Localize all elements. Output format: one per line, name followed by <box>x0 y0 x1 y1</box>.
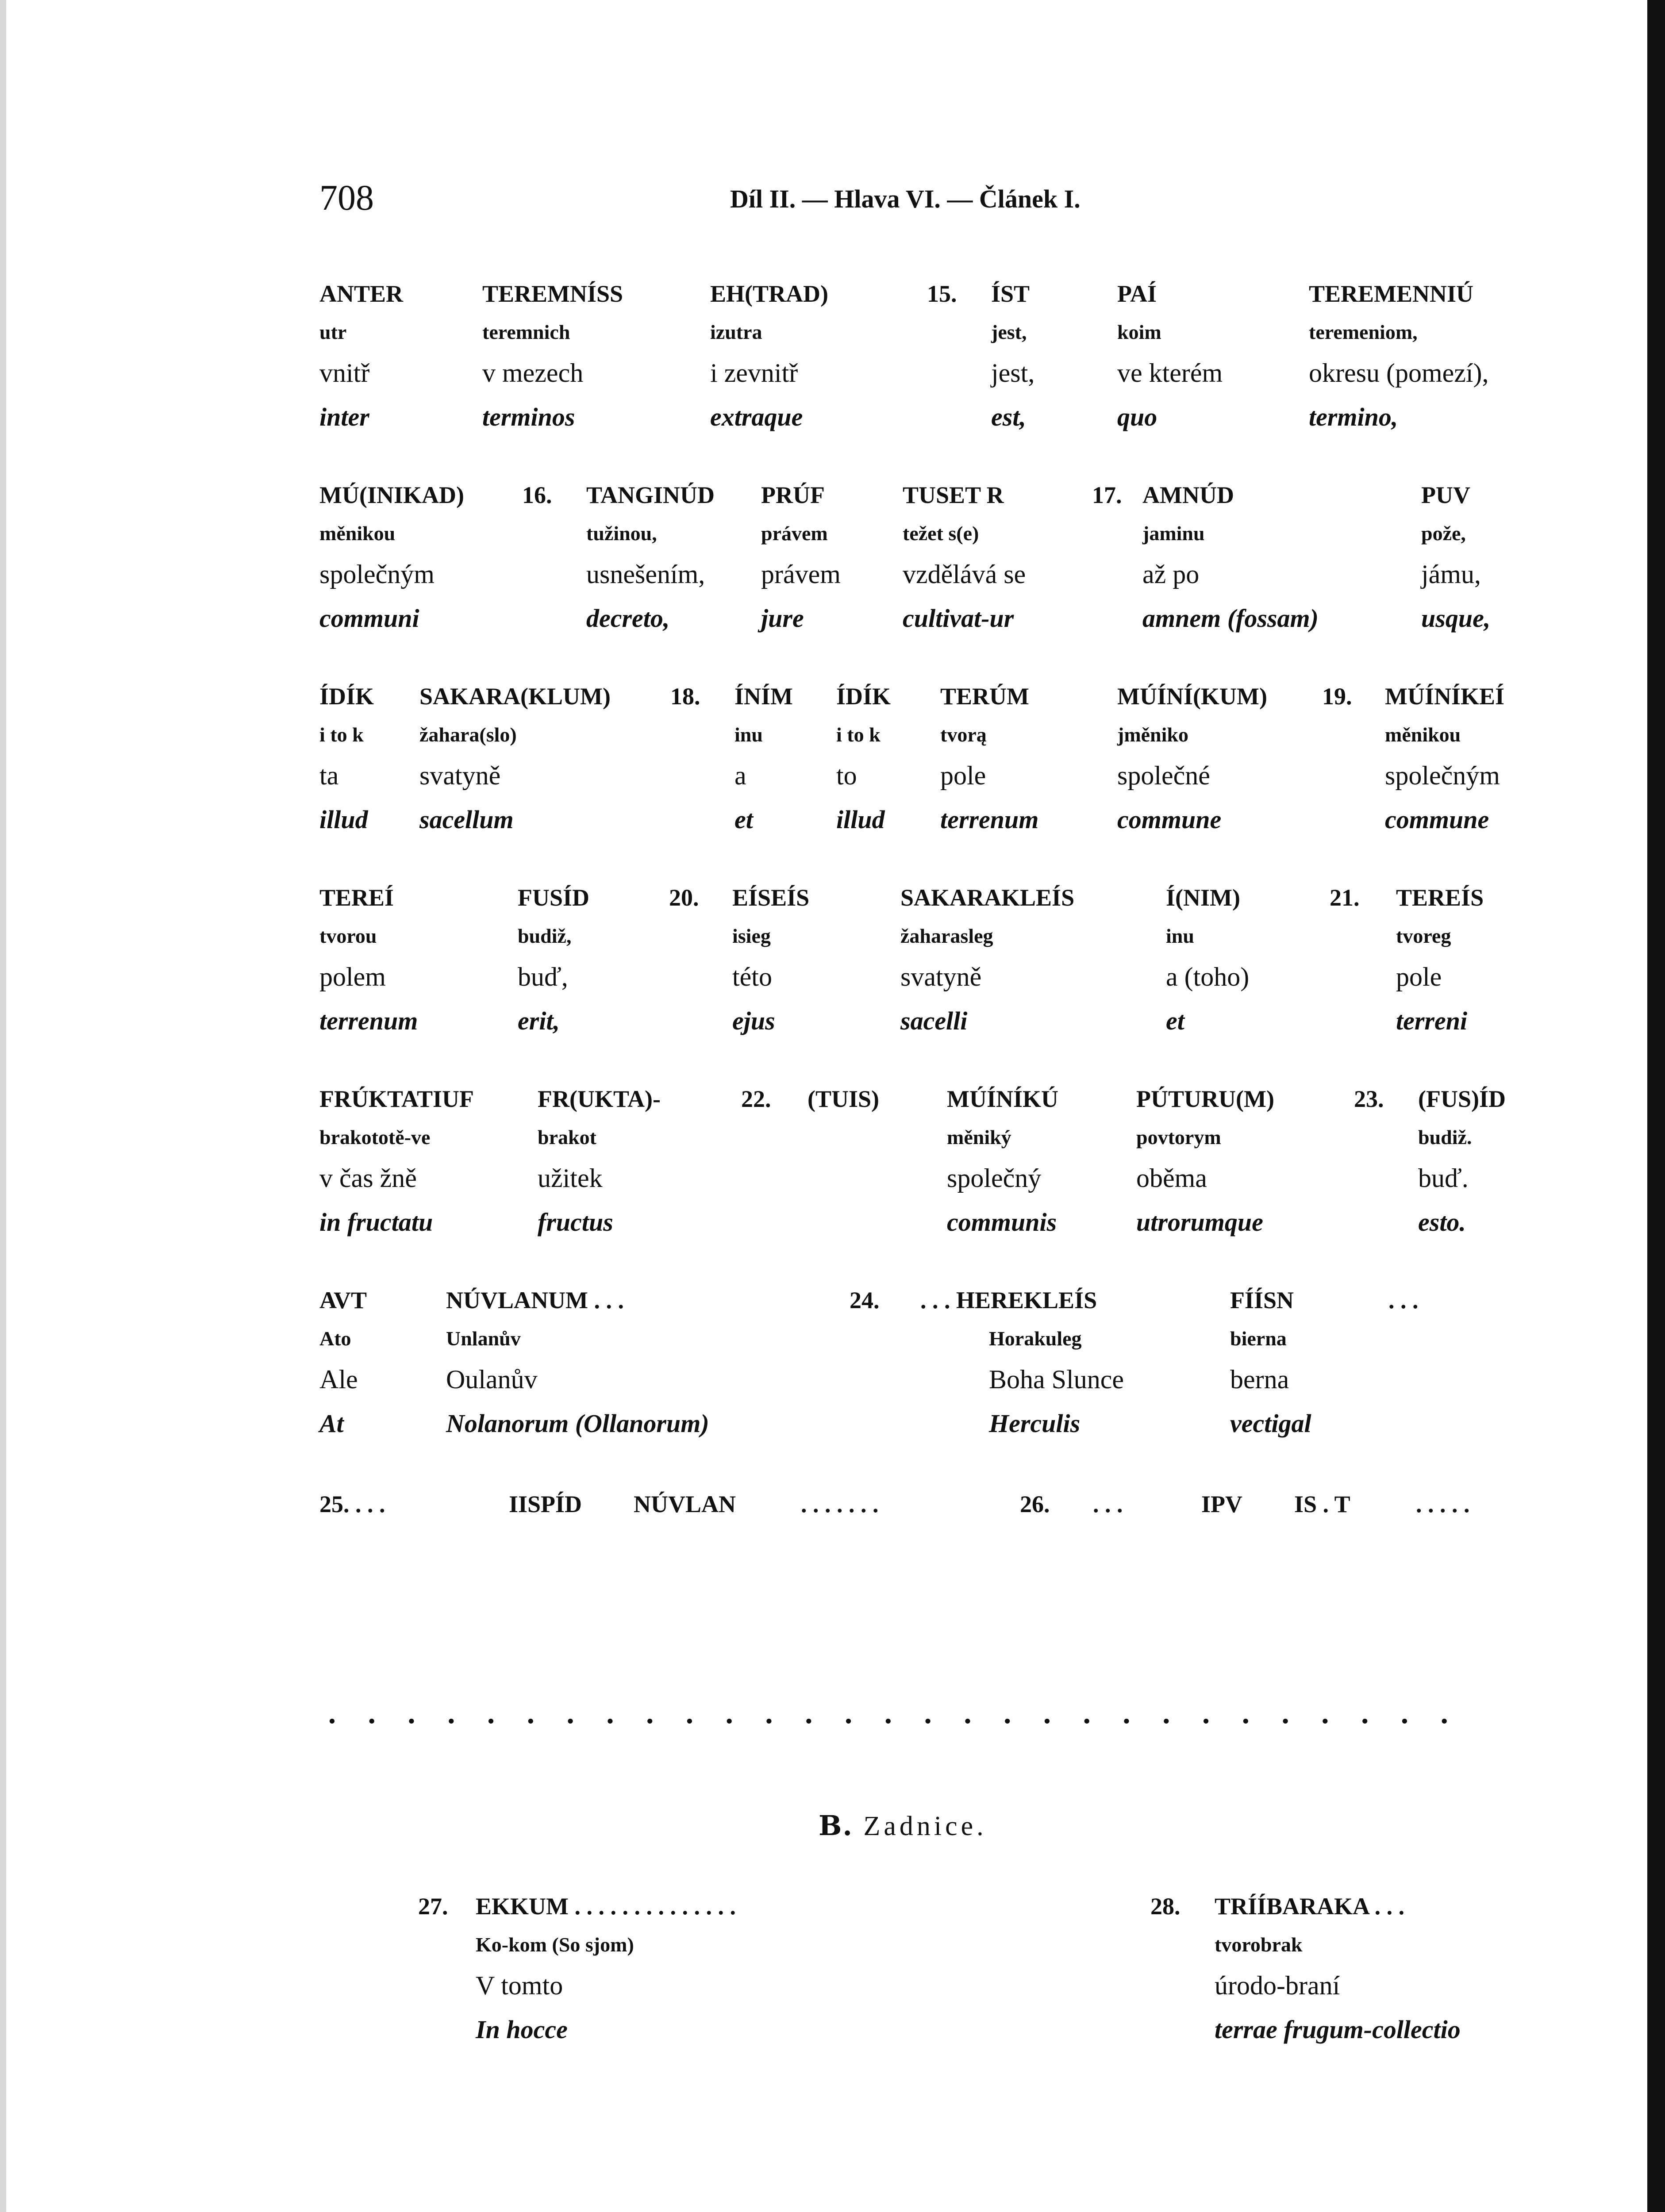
latin-gloss: amnem (fossam) <box>1142 604 1319 633</box>
umbrian-word: FR(UKTA)- <box>538 1086 661 1112</box>
transliteration: jest, <box>991 321 1027 343</box>
transliteration: koim <box>1117 321 1161 343</box>
word-column <box>900 878 1074 1043</box>
czech-gloss: i zevnitř <box>710 358 798 388</box>
ellipsis-text: . . . <box>1388 1287 1419 1313</box>
gloss-block-4 <box>0 878 1665 1046</box>
verse-number-label: 17. <box>1092 482 1122 508</box>
verse-number-label: 15. <box>927 280 957 307</box>
word-column <box>940 677 1038 842</box>
word-column <box>482 274 623 439</box>
transliteration: Unlanův <box>446 1327 521 1350</box>
latin-gloss: sacellum <box>419 805 514 834</box>
czech-gloss: okresu (pomezí), <box>1309 358 1489 388</box>
czech-gloss: úrodo-braní <box>1215 1971 1340 2000</box>
umbrian-word: MÚÍNÍKEÍ <box>1385 683 1505 710</box>
umbrian-word: MÚÍNÍKÚ <box>947 1086 1058 1112</box>
verse-number-label: 24. <box>850 1287 880 1313</box>
transliteration: izutra <box>710 321 762 343</box>
ellipsis <box>1388 1281 1419 1320</box>
word-column <box>319 1281 367 1446</box>
czech-gloss: společným <box>1385 761 1500 790</box>
czech-gloss: užitek <box>538 1164 603 1193</box>
czech-gloss: polem <box>319 962 386 991</box>
verse-number <box>850 1281 880 1320</box>
word-column <box>808 1079 879 1118</box>
gloss-block-3 <box>0 677 1665 845</box>
transliteration: i to k <box>319 723 364 746</box>
verse-number <box>1322 677 1352 716</box>
czech-gloss: společný <box>947 1164 1042 1193</box>
verse-number-label: 28. <box>1150 1893 1180 1920</box>
word-column <box>1136 1079 1274 1244</box>
verse-number-label: 19. <box>1322 683 1352 710</box>
word-column <box>947 1079 1058 1244</box>
word-column <box>538 1079 661 1244</box>
gloss-block-5 <box>0 1079 1665 1248</box>
umbrian-word: ÍDÍK <box>319 683 374 710</box>
latin-gloss: decreto, <box>586 604 670 633</box>
umbrian-word: IPV <box>1201 1491 1242 1517</box>
word-column <box>903 476 1026 641</box>
umbrian-word: ANTER <box>319 280 404 307</box>
section-title: Zadnice. <box>863 1811 987 1841</box>
word-column <box>761 476 841 641</box>
word-column <box>476 1887 736 2052</box>
latin-gloss: erit, <box>518 1006 560 1035</box>
word-column <box>319 1079 474 1244</box>
word-column <box>1418 1079 1506 1244</box>
word-column <box>1421 476 1490 641</box>
umbrian-word: FRÚKTATIUF <box>319 1086 474 1112</box>
word-column <box>1166 878 1249 1043</box>
transliteration: Horakuleg <box>989 1327 1082 1350</box>
umbrian-word: Í(NIM) <box>1166 884 1240 911</box>
czech-gloss: vzdělává se <box>903 560 1026 589</box>
czech-gloss: usnešením, <box>586 560 705 589</box>
page-header <box>0 177 1665 217</box>
transliteration: měniký <box>947 1126 1011 1148</box>
transliteration: budiž. <box>1418 1126 1472 1148</box>
running-title: Díl II. — Hlava VI. — Článek I. <box>730 184 1081 213</box>
verse-number <box>1092 476 1122 515</box>
latin-gloss: termino, <box>1309 403 1398 431</box>
word-column <box>1396 878 1484 1043</box>
umbrian-word: TRÍÍBARAKA . . . <box>1215 1893 1405 1920</box>
czech-gloss: až po <box>1142 560 1200 589</box>
umbrian-word: TEREÍ <box>319 884 394 911</box>
umbrian-word: EÍSEÍS <box>732 884 810 911</box>
verse-number-label: 26. <box>1020 1491 1050 1517</box>
czech-gloss: společným <box>319 560 435 589</box>
verse-number <box>927 274 957 313</box>
lacuna-dots-row: . . . . . . . . . . . . . . . . . . . . . . . . . . . . . <box>327 1699 1460 1730</box>
umbrian-word: TERÚM <box>940 683 1029 710</box>
latin-gloss: et <box>734 805 753 834</box>
verse-number-label: 16. <box>522 482 552 508</box>
verse-number <box>418 1887 448 1926</box>
word-column <box>1309 274 1489 439</box>
word-column <box>732 878 809 1043</box>
latin-gloss: vectigal <box>1230 1409 1311 1438</box>
czech-gloss: této <box>732 962 772 991</box>
czech-gloss: jest, <box>991 358 1035 388</box>
umbrian-word: TEREÍS <box>1396 884 1484 911</box>
umbrian-word: MÚÍNÍ(KUM) <box>1117 683 1267 710</box>
word-column <box>446 1281 709 1446</box>
verse-number-label: 18. <box>670 683 700 710</box>
czech-gloss: v čas žně <box>319 1164 417 1193</box>
latin-gloss: communi <box>319 604 419 633</box>
page-number: 708 <box>319 177 374 218</box>
word-column <box>319 476 464 641</box>
czech-gloss: jámu, <box>1421 560 1481 589</box>
word-column <box>319 878 418 1043</box>
czech-gloss: ve kterém <box>1117 358 1223 388</box>
ellipsis-text: . . . . . <box>1416 1491 1470 1517</box>
czech-gloss: v mezech <box>482 358 584 388</box>
latin-gloss: Nolanorum (Ollanorum) <box>446 1409 709 1438</box>
czech-gloss: svatyně <box>419 761 501 790</box>
latin-gloss: communis <box>947 1208 1057 1237</box>
word-column <box>1117 677 1267 842</box>
verse-number-label: 23. <box>1354 1086 1384 1112</box>
umbrian-word: ÍNÍM <box>734 683 793 710</box>
transliteration: měnikou <box>319 522 396 545</box>
czech-gloss: V tomto <box>476 1971 563 2000</box>
transliteration: tužinou, <box>586 522 657 545</box>
umbrian-word: FUSÍD <box>518 884 590 911</box>
czech-gloss: a <box>734 761 746 790</box>
transliteration: právem <box>761 522 828 545</box>
verse-line-25-26 <box>0 1482 1665 1526</box>
czech-gloss: svatyně <box>900 962 982 991</box>
umbrian-word: EH(TRAD) <box>710 280 828 307</box>
latin-gloss: jure <box>761 604 804 633</box>
umbrian-word: AMNÚD <box>1142 482 1234 508</box>
word-column <box>1215 1887 1461 2052</box>
latin-gloss: terrenum <box>319 1006 418 1035</box>
verse-number <box>1354 1079 1384 1118</box>
czech-gloss: Boha Slunce <box>989 1365 1124 1394</box>
latin-gloss: cultivat-ur <box>903 604 1014 633</box>
verse-number <box>670 677 700 716</box>
verse-number-label: 25. . . . <box>319 1491 385 1517</box>
section-heading <box>819 1809 987 1842</box>
transliteration: Ato <box>319 1327 351 1350</box>
transliteration: žahara(slo) <box>419 723 517 746</box>
latin-gloss: usque, <box>1421 604 1491 633</box>
latin-gloss: In hocce <box>476 2015 568 2044</box>
umbrian-word: PÚTURU(M) <box>1136 1086 1274 1112</box>
czech-gloss: Ale <box>319 1365 358 1394</box>
latin-gloss: illud <box>836 805 885 834</box>
word-column <box>319 677 374 842</box>
word-column <box>836 677 891 842</box>
umbrian-word: FÍÍSN <box>1230 1287 1294 1313</box>
transliteration: teremeniom, <box>1309 321 1418 343</box>
section-letter: B. <box>819 1809 853 1842</box>
ellipsis-text: . . . . . . . <box>801 1491 879 1517</box>
latin-gloss: in fructatu <box>319 1208 433 1237</box>
czech-gloss: to <box>836 761 857 790</box>
word-column <box>710 274 828 439</box>
verse-number-label: 27. <box>418 1893 448 1920</box>
czech-gloss: buď, <box>518 962 568 991</box>
czech-gloss: buď. <box>1418 1164 1469 1193</box>
latin-gloss: commune <box>1117 805 1222 834</box>
transliteration: brakototě-ve <box>319 1126 431 1148</box>
ellipsis-text: . . . <box>1093 1491 1123 1517</box>
transliteration: jaminu <box>1142 522 1205 545</box>
latin-gloss: terminos <box>482 403 575 431</box>
umbrian-word: TEREMENNIÚ <box>1309 280 1474 307</box>
word-column <box>734 677 793 842</box>
czech-gloss: a (toho) <box>1166 962 1250 991</box>
transliteration: tvoreg <box>1396 925 1451 947</box>
umbrian-word: PUV <box>1421 482 1470 508</box>
latin-gloss: terrenum <box>940 805 1039 834</box>
umbrian-word: NÚVLANUM . . . <box>446 1287 624 1313</box>
czech-gloss: právem <box>761 560 841 589</box>
verse-number-label: 22. <box>741 1086 771 1112</box>
verse-number <box>1150 1887 1180 1926</box>
word-column <box>920 1281 1124 1446</box>
transliteration: inu <box>1166 925 1194 947</box>
czech-gloss: berna <box>1230 1365 1289 1394</box>
transliteration: brakot <box>538 1126 596 1148</box>
latin-gloss: sacelli <box>900 1006 968 1035</box>
umbrian-word: TANGINÚD <box>586 482 715 508</box>
latin-gloss: Herculis <box>989 1409 1081 1438</box>
word-column <box>1142 476 1319 641</box>
umbrian-word: ÍST <box>991 280 1030 307</box>
czech-gloss: pole <box>1396 962 1442 991</box>
transliteration: težet s(e) <box>903 522 979 545</box>
verse-number <box>1330 878 1360 917</box>
transliteration: měnikou <box>1385 723 1461 746</box>
verse-number-label: 21. <box>1330 884 1360 911</box>
umbrian-word: IISPÍD <box>509 1491 582 1517</box>
czech-gloss: Oulanův <box>446 1365 538 1394</box>
latin-gloss: At <box>319 1409 344 1438</box>
czech-gloss: pole <box>940 761 986 790</box>
latin-gloss: utrorumque <box>1136 1208 1263 1237</box>
latin-gloss: est, <box>991 403 1026 431</box>
umbrian-word: AVT <box>319 1287 367 1313</box>
czech-gloss: oběma <box>1136 1164 1207 1193</box>
word-column <box>518 878 589 1043</box>
transliteration: teremnich <box>482 321 570 343</box>
transliteration: utr <box>319 321 347 343</box>
latin-gloss: quo <box>1117 403 1157 431</box>
latin-gloss: extraque <box>710 403 803 431</box>
word-column <box>991 274 1034 439</box>
umbrian-word: (FUS)ÍD <box>1418 1086 1506 1112</box>
umbrian-word: . . . HEREKLEÍS <box>920 1287 1097 1313</box>
latin-gloss: et <box>1166 1006 1184 1035</box>
word-column <box>419 677 611 842</box>
umbrian-word: (TUIS) <box>808 1086 880 1112</box>
transliteration: inu <box>734 723 763 746</box>
umbrian-word: PAÍ <box>1117 280 1157 307</box>
gloss-block-6 <box>0 1281 1665 1449</box>
word-column <box>1230 1281 1311 1446</box>
verse-number <box>741 1079 771 1118</box>
latin-gloss: inter <box>319 403 369 431</box>
latin-gloss: ejus <box>732 1006 775 1035</box>
gloss-block-1 <box>0 274 1665 442</box>
umbrian-word: NÚVLAN <box>634 1491 736 1517</box>
verse-number <box>522 476 552 515</box>
latin-gloss: illud <box>319 805 368 834</box>
umbrian-word: IS . T <box>1294 1491 1350 1517</box>
word-column <box>1117 274 1223 439</box>
latin-gloss: fructus <box>538 1208 613 1237</box>
umbrian-word: SAKARA(KLUM) <box>419 683 611 710</box>
umbrian-word: PRÚF <box>761 482 825 508</box>
verse-number-label: 20. <box>669 884 699 911</box>
word-column <box>586 476 715 641</box>
transliteration: i to k <box>836 723 881 746</box>
gloss-block-2 <box>0 476 1665 644</box>
transliteration: tvorou <box>319 925 377 947</box>
latin-gloss: terrae frugum-collectio <box>1215 2015 1461 2044</box>
transliteration: žaharasleg <box>900 925 993 947</box>
gloss-block-7 <box>0 1887 1665 2055</box>
transliteration: bierna <box>1230 1327 1287 1350</box>
transliteration: isieg <box>732 925 771 947</box>
word-column <box>319 274 403 439</box>
transliteration: povtorym <box>1136 1126 1221 1148</box>
verse-number <box>669 878 699 917</box>
latin-gloss: terreni <box>1396 1006 1468 1035</box>
umbrian-word: EKKUM . . . . . . . . . . . . . . <box>476 1893 736 1920</box>
umbrian-word: TEREMNÍSS <box>482 280 623 307</box>
czech-gloss: společné <box>1117 761 1210 790</box>
transliteration: pože, <box>1421 522 1466 545</box>
transliteration: jměniko <box>1117 723 1188 746</box>
latin-gloss: esto. <box>1418 1208 1466 1237</box>
umbrian-word: MÚ(INIKAD) <box>319 482 464 508</box>
word-column <box>1385 677 1504 842</box>
umbrian-word: ÍDÍK <box>836 683 891 710</box>
latin-gloss: commune <box>1385 805 1489 834</box>
umbrian-word: SAKARAKLEÍS <box>900 884 1075 911</box>
czech-gloss: vnitř <box>319 358 370 388</box>
transliteration: budiž, <box>518 925 572 947</box>
transliteration: tvorą <box>940 723 987 746</box>
transliteration: tvorobrak <box>1215 1933 1303 1956</box>
transliteration: Ko-kom (So sjom) <box>476 1933 634 1956</box>
czech-gloss: ta <box>319 761 339 790</box>
umbrian-word: TUSET R <box>903 482 1004 508</box>
